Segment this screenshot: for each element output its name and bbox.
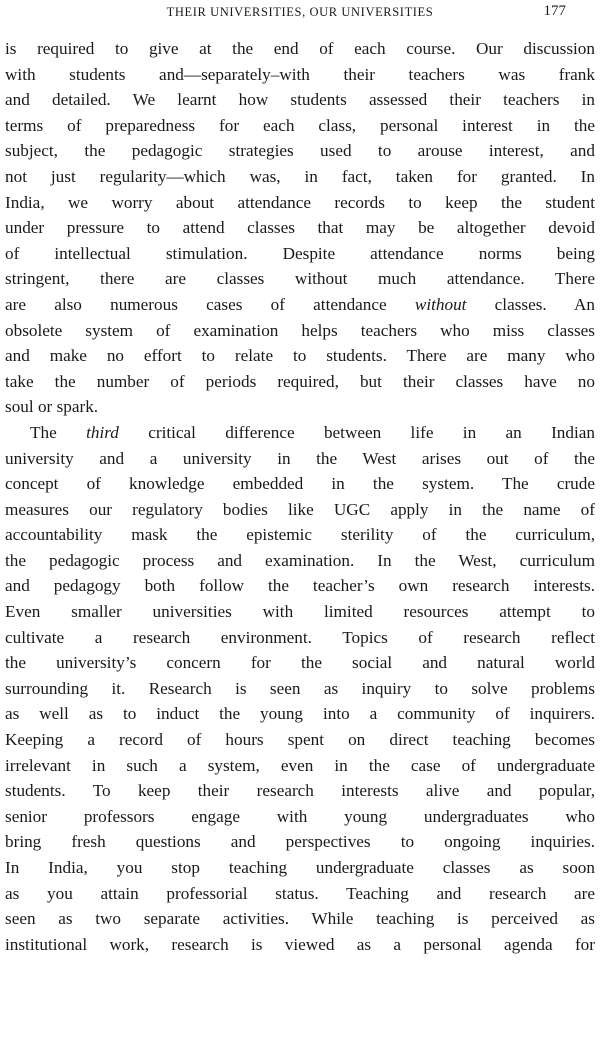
- text-line: seen as two separate activities. While teaching is perceived as: [5, 909, 595, 929]
- text-line: with students and—separately–with their teachers was frank: [5, 64, 595, 84]
- text-line: not just regularity—which was, in fact, taken for granted. In: [5, 166, 595, 186]
- paragraph-start-line: [5, 420, 595, 446]
- text-line: institutional work, research is viewed as a personal agenda for: [5, 934, 595, 954]
- emphasized-word: third: [86, 422, 119, 442]
- text-line: Even smaller universities with limited resources attempt to: [5, 602, 595, 622]
- text-line: and make no effort to relate to students. There are many who: [5, 346, 595, 366]
- emphasized-word: without: [414, 294, 467, 314]
- text-line: as well as to induct the young into a community of inquirers.: [5, 704, 595, 724]
- running-title: THEIR UNIVERSITIES, OUR UNIVERSITIES: [166, 5, 434, 19]
- text-line: take the number of periods required, but their classes have no: [5, 371, 595, 391]
- text-line: is required to give at the end of each course. Our discussion: [5, 39, 595, 58]
- text-line: students. To keep their research interests alive and popular,: [5, 781, 595, 801]
- text-line: and pedagogy both follow the teacher’s own research interests.: [5, 576, 595, 596]
- text-line: In India, you stop teaching undergraduate classes as soon: [5, 858, 595, 877]
- text-line: measures our regulatory bodies like UGC apply in the name of: [5, 499, 595, 519]
- text-segment: are also numerous cases of attendance: [5, 294, 415, 314]
- text-line: the pedagogic process and examination. In the West, curriculum: [5, 550, 595, 570]
- text-line: of intellectual stimulation. Despite attendance norms being: [5, 243, 595, 263]
- text-line: soul or spark.: [5, 397, 99, 417]
- text-line: subject, the pedagogic strategies used to arouse interest, and: [5, 141, 595, 161]
- text-line: university and a university in the West arises out of the: [5, 448, 595, 468]
- text-line: concept of knowledge embedded in the system. The crude: [5, 474, 595, 494]
- text-line: as you attain professorial status. Teaching and research are: [5, 883, 595, 903]
- text-line: cultivate a research environment. Topics of research reflect: [5, 627, 595, 647]
- text-line: [5, 292, 595, 318]
- text-segment: critical difference between life in an Indian: [118, 422, 595, 442]
- running-head: [0, 3, 600, 23]
- text-line: under pressure to attend classes that may be altogether devoid: [5, 218, 595, 238]
- text-line: the university’s concern for the social and natural world: [5, 653, 595, 673]
- text-line: obsolete system of examination helps teachers who miss classes: [5, 320, 595, 340]
- page-number: 177: [543, 3, 566, 19]
- text-segment: classes. An: [466, 294, 595, 314]
- text-line: terms of preparedness for each class, personal interest in the: [5, 115, 595, 135]
- text-line: Keeping a record of hours spent on direct teaching becomes: [5, 730, 595, 750]
- text-line: surrounding it. Research is seen as inquiry to solve problems: [5, 678, 595, 698]
- text-line: and detailed. We learnt how students assessed their teachers in: [5, 90, 595, 110]
- text-line: bring fresh questions and perspectives to ongoing inquiries.: [5, 832, 595, 852]
- body-text: [5, 36, 595, 957]
- text-line: accountability mask the epistemic sterility of the curriculum,: [5, 525, 595, 545]
- text-line: stringent, there are classes without much attendance. There: [5, 269, 595, 289]
- text-line: senior professors engage with young undergraduates who: [5, 806, 595, 826]
- text-line: India, we worry about attendance records to keep the student: [5, 192, 595, 212]
- text-segment: The: [30, 422, 87, 442]
- text-line: irrelevant in such a system, even in the case of undergraduate: [5, 755, 595, 775]
